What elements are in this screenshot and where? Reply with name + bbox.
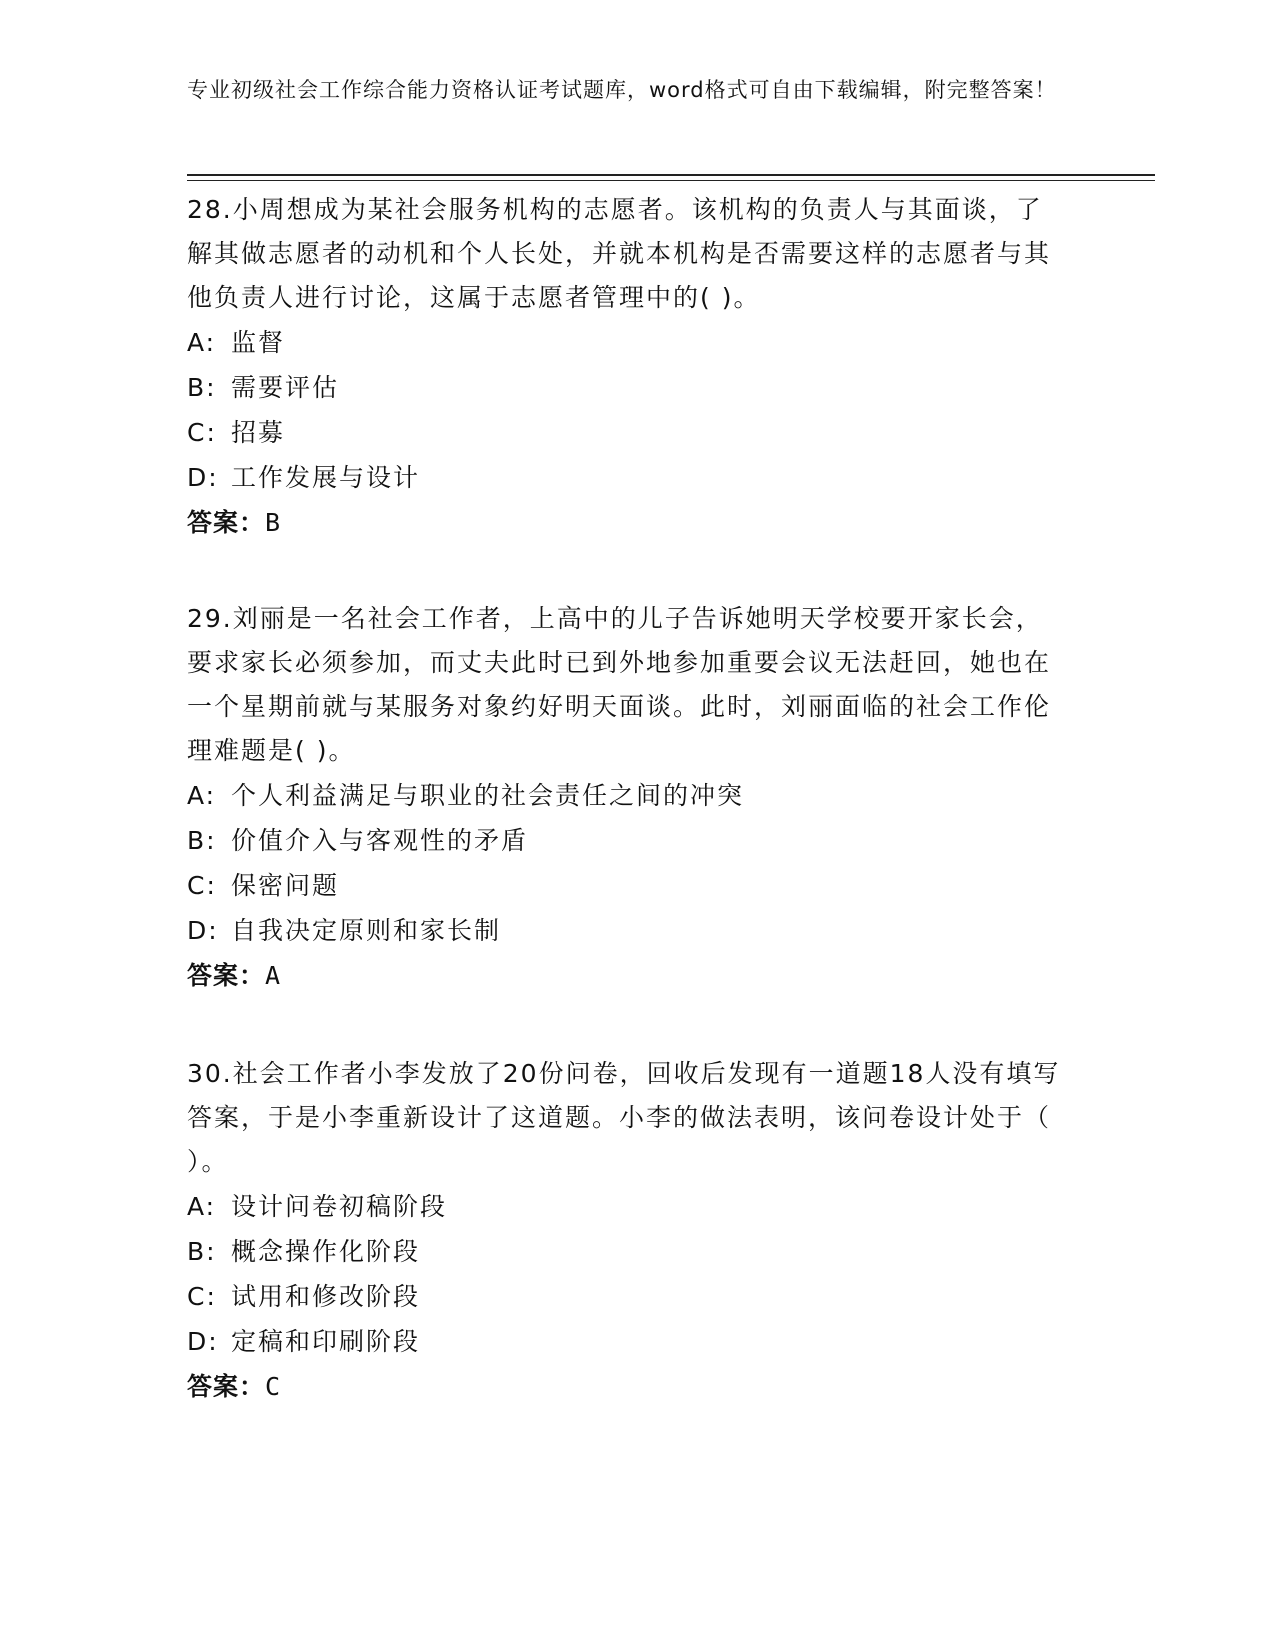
option-a — [187, 773, 1067, 818]
option-key: C: — [187, 1282, 217, 1311]
document-header: 专业初级社会工作综合能力资格认证考试题库，word格式可自由下载编辑，附完整答案！ — [187, 78, 1057, 102]
option-key: A: — [187, 1192, 217, 1221]
option-c — [187, 1274, 1067, 1319]
option-d — [187, 1319, 1067, 1364]
answer-value: B — [265, 508, 281, 537]
option-text: 概念操作化阶段 — [231, 1237, 421, 1266]
answer-line — [187, 500, 1067, 546]
option-d — [187, 908, 1067, 953]
header-divider-thin — [187, 180, 1155, 181]
question-stem: 30.社会工作者小李发放了20份问卷，回收后发现有一道题18人没有填写答案，于是小李重新设计了这道题。小李的做法表明，该问卷设计处于（ ）。 — [187, 1059, 1061, 1176]
question-stem: 28.小周想成为某社会服务机构的志愿者。该机构的负责人与其面谈，了解其做志愿者的动机和个人长处，并就本机构是否需要这样的志愿者与其他负责人进行讨论，这属于志愿者管理中的( )。 — [187, 195, 1052, 312]
option-b — [187, 365, 1067, 410]
answer-line — [187, 1364, 1067, 1410]
answer-label: 答案： — [187, 1372, 266, 1401]
option-text: 试用和修改阶段 — [231, 1282, 421, 1311]
option-key: D: — [187, 916, 219, 945]
option-c — [187, 863, 1067, 908]
option-key: B: — [187, 1237, 217, 1266]
answer-value: A — [265, 961, 281, 990]
question-29 — [187, 597, 1067, 999]
option-key: D: — [187, 463, 219, 492]
option-b — [187, 818, 1067, 863]
option-text: 招募 — [231, 418, 286, 447]
option-key: B: — [187, 826, 217, 855]
answer-line — [187, 953, 1067, 999]
option-b — [187, 1229, 1067, 1274]
option-text: 自我决定原则和家长制 — [231, 916, 502, 945]
option-key: A: — [187, 781, 217, 810]
option-text: 个人利益满足与职业的社会责任之间的冲突 — [231, 781, 745, 810]
question-30 — [187, 1052, 1067, 1410]
option-text: 保密问题 — [231, 871, 340, 900]
question-28 — [187, 188, 1067, 546]
option-key: C: — [187, 418, 217, 447]
option-key: D: — [187, 1327, 219, 1356]
option-key: B: — [187, 373, 217, 402]
header-divider-thick — [187, 174, 1155, 176]
answer-label: 答案： — [187, 508, 266, 537]
option-c — [187, 410, 1067, 455]
option-text: 设计问卷初稿阶段 — [231, 1192, 448, 1221]
option-text: 定稿和印刷阶段 — [231, 1327, 421, 1356]
option-a — [187, 320, 1067, 365]
option-text: 需要评估 — [231, 373, 340, 402]
option-key: C: — [187, 871, 217, 900]
option-a — [187, 1184, 1067, 1229]
question-stem: 29.刘丽是一名社会工作者，上高中的儿子告诉她明天学校要开家长会，要求家长必须参加，而丈夫此时已到外地参加重要会议无法赶回，她也在一个星期前就与某服务对象约好明天面谈。此时，刘丽面临的社会工作伦理难题是( )。 — [187, 604, 1052, 765]
option-text: 价值介入与客观性的矛盾 — [231, 826, 529, 855]
option-text: 工作发展与设计 — [231, 463, 421, 492]
option-d — [187, 455, 1067, 500]
answer-value: C — [265, 1372, 281, 1401]
option-key: A: — [187, 328, 217, 357]
option-text: 监督 — [231, 328, 286, 357]
answer-label: 答案： — [187, 961, 266, 990]
